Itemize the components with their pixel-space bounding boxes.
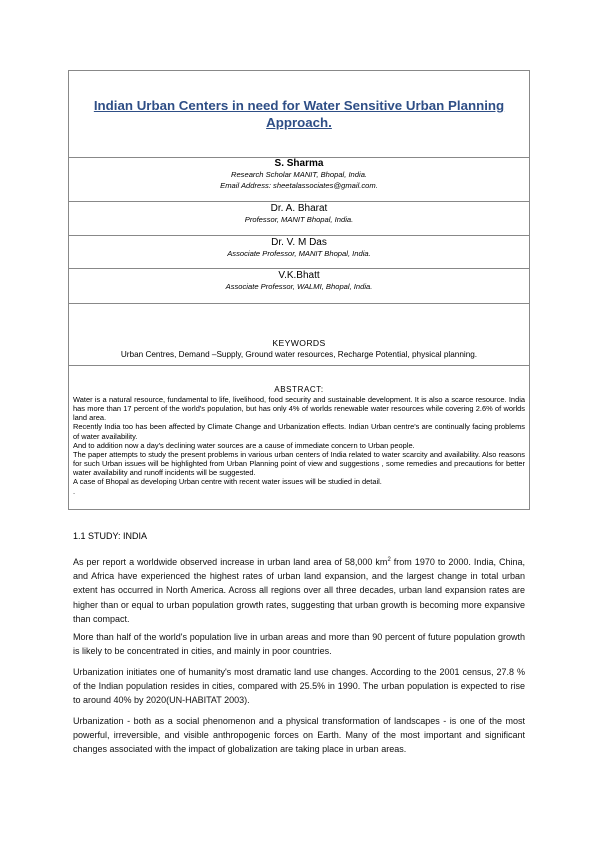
author-cell-3 bbox=[69, 235, 529, 268]
body-text-span: As per report a worldwide observed increase in urban land area of 58,000 km bbox=[73, 557, 388, 567]
abstract-heading: ABSTRACT: bbox=[274, 385, 324, 394]
abstract-paragraph: Water is a natural resource, fundamental to life, livelihood, food security and sustainable development. It is also a scarce resource. India has more than 17 percent of the world's population, but has only 4% of worlds renewable water resources while covering 2.6% of worlds land area. bbox=[73, 395, 525, 423]
author-name-1: S. Sharma bbox=[274, 158, 324, 169]
author-affiliation-4: Associate Professor, WALMI, Bhopal, India. bbox=[225, 282, 373, 291]
keywords-text: Urban Centres, Demand –Supply, Ground water resources, Recharge Potential, physical planning. bbox=[120, 350, 478, 359]
author-name-2: Dr. A. Bharat bbox=[270, 203, 328, 214]
superscript: 2 bbox=[387, 557, 391, 563]
body-paragraph-1 bbox=[73, 553, 525, 626]
title-block-table bbox=[68, 70, 530, 510]
abstract-paragraph: . bbox=[73, 486, 76, 496]
abstract-paragraph: The paper attempts to study the present problems in various urban centers of India related to water scarcity and availability. Also reasons for such Urban issues will be highlighted from Urban Planning point of view and suggestions , some remedies and precautions for better water availability and runoff incidents will be suggested. bbox=[73, 449, 525, 478]
author-cell-1 bbox=[69, 157, 529, 201]
body-paragraph-2: More than half of the world's population live in urban areas and more than 90 percent of future population growth is likely to be concentrated in cities, and mainly in poor countries. bbox=[73, 632, 525, 657]
keywords-cell bbox=[69, 303, 529, 365]
body-paragraph-3: Urbanization initiates one of humanity's most dramatic land use changes. According to the 2001 census, 27.8 % of the Indian population resides in cities, compared with 25.5% in 1990. The urban population is expected to rise to around 40% by 2020(UN-HABITAT 2003). bbox=[73, 667, 525, 706]
author-name-4: V.K.Bhatt bbox=[278, 270, 320, 281]
body-paragraph-4: Urbanization - both as a social phenomenon and a physical transformation of landscapes - is one of the most powerful, irreversible, and visible anthropogenic forces on Earth. Many of the most important and significant changes associated with the impact of globalization are taking place in urban areas. bbox=[73, 716, 525, 755]
author-affiliation-1: Research Scholar MANIT, Bhopal, India. bbox=[230, 170, 368, 179]
abstract-cell bbox=[69, 365, 529, 511]
author-affiliation-2: Professor, MANIT Bhopal, India. bbox=[244, 215, 354, 224]
author-email-1: Email Address: sheetalassociates@gmail.com. bbox=[220, 180, 378, 190]
abstract-paragraph: A case of Bhopal as developing Urban centre with recent water issues will be studied in detail. bbox=[73, 477, 382, 487]
section-heading: 1.1 STUDY: INDIA bbox=[73, 531, 148, 541]
title-cell bbox=[69, 71, 529, 157]
keywords-heading: KEYWORDS bbox=[272, 338, 326, 348]
author-name-3: Dr. V. M Das bbox=[271, 237, 327, 248]
author-cell-4 bbox=[69, 268, 529, 303]
paper-title: Indian Urban Centers in need for Water Sensitive Urban Planning Approach. bbox=[93, 98, 505, 130]
abstract-paragraph: Recently India too has been affected by Climate Change and Urbanization effects. Indian Urban centre's are continually facing problems of water availability. bbox=[73, 422, 525, 441]
author-cell-2 bbox=[69, 201, 529, 235]
author-affiliation-3: Associate Professor, MANIT Bhopal, India. bbox=[227, 249, 371, 258]
abstract-paragraph: And to addition now a day's declining water sources are a cause of immediate concern to Urban people. bbox=[73, 440, 415, 450]
body-text-span: from 1970 to 2000. India, China, and Africa have experienced the highest rates of urban land expansion, and the largest change in total urban extent has occurred in North America. Across all regions over all three decades, urban land expansion rates are higher than or equal to urban population growth rates, suggesting that urban growth is becoming more expansive than compact. bbox=[73, 557, 525, 624]
